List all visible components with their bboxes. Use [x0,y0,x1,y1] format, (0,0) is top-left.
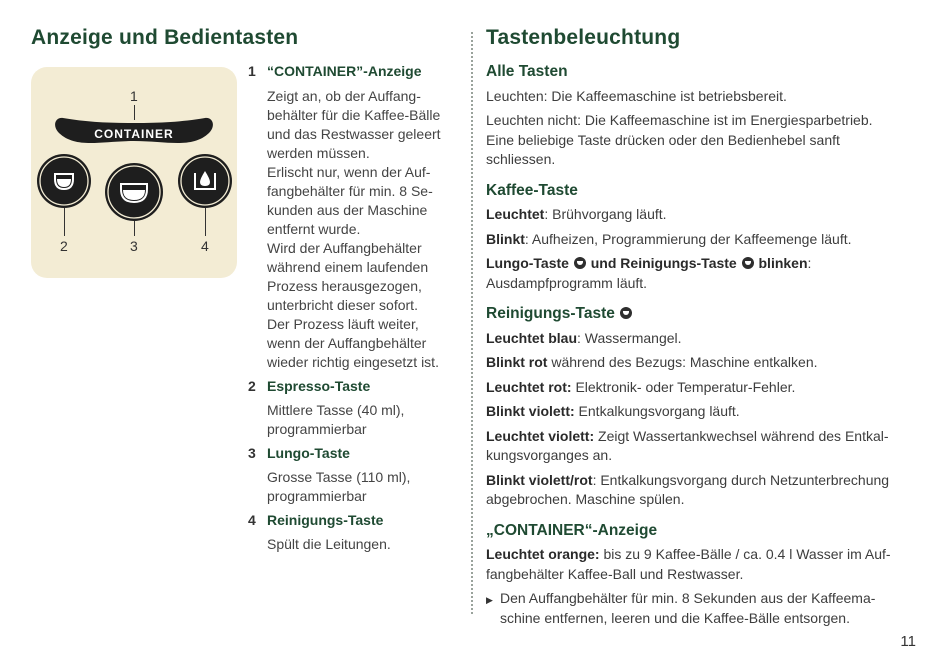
kaffee-ausdampf: Ausdampfprogramm läuft. [486,274,648,291]
leader-line-1 [134,105,135,120]
reinigung-violett-2: kungsvorganges an. [486,447,613,463]
item-number: 4 [248,512,256,528]
cleaning-icon [742,257,754,269]
status-label: Leuchtet violett: [486,427,595,444]
kaffee-blinkt [486,230,916,250]
cleaning-icon [620,307,632,319]
item-text-line: unterbricht dieser sofort. [267,297,418,313]
reinigung-violett-rot [486,471,916,491]
status-text: : Brühvorgang läuft. [544,206,667,222]
alle-leuchten-nicht-1: Leuchten nicht: Die Kaffeemaschine ist im Energiesparbetrieb. [486,112,873,128]
status-text: : [807,255,812,271]
reinigung-violett [486,427,916,447]
status-label: Leuchtet blau [486,329,578,346]
status-text: Entkalkungsvorgang läuft. [574,403,740,419]
item-text-line: Zeigt an, ob der Auffang- [267,88,421,104]
lighting-section [486,62,916,628]
item-text-line: programmierbar [267,488,367,504]
status-label: Blinkt [486,230,525,247]
reinigung-blinkt-rot [486,353,916,373]
item-text-line: Mittlere Tasse (40 ml), [267,402,405,418]
kaffee-leuchtet [486,205,916,225]
item-number: 3 [248,445,256,461]
item-text-line: werden müssen. [267,145,370,161]
callout-1: 1 [130,88,138,104]
status-label: und Reinigungs-Taste [590,255,737,271]
alle-leuchten: Leuchten: Die Kaffeemaschine ist betriebsbereit. [486,87,787,104]
leader-line-2 [64,208,65,236]
status-label: Leuchtet rot: [486,378,572,395]
list-item-lungo [248,444,458,506]
status-text: : Entkalkungsvorgang durch Netzunterbrechung [592,471,890,488]
heading-container-anzeige: „CONTAINER“-Anzeige [486,521,658,539]
container-orange [486,545,916,565]
control-panel-illustration [31,67,237,278]
reinigung-blau [486,329,916,349]
leader-line-4 [205,208,206,236]
item-text-line: und das Restwasser geleert [267,126,441,142]
item-text-line: entfernt wurde. [267,221,361,237]
bullet-text-line: schine entfernen, leeren und die Kaffee-Bälle entsorgen. [500,609,850,626]
reinigung-rot [486,378,916,398]
callout-2: 2 [60,238,68,254]
reinigung-blinkt-violett [486,402,916,422]
list-item-espresso [248,377,458,439]
section-title-anzeige: Anzeige und Bedientasten [31,26,299,49]
item-number: 2 [248,378,256,394]
reinigung-violett-rot-2: abgebrochen. Maschine spülen. [486,491,685,507]
alle-leuchten-nicht-3: schliessen. [486,151,556,167]
status-text: während des Bezugs: Maschine entkalken. [547,354,818,370]
item-text-line: kunden aus der Maschine [267,202,428,218]
item-text-line: Erlischt nur, wenn der Auf- [267,164,431,180]
item-text-line: Wird der Auffangbehälter [267,240,422,256]
bullet-text-line: Den Auffangbehälter für min. 8 Sekunden aus der Kaffeema- [500,590,876,606]
list-item-container [248,62,458,372]
item-label: Reinigungs-Taste [267,512,384,528]
status-label: Blinkt violett: [486,403,575,419]
section-title-tastenbeleuchtung: Tastenbeleuchtung [486,26,681,49]
item-label: Espresso-Taste [267,378,371,394]
status-label: Leuchtet orange: [486,546,600,562]
heading-alle-tasten: Alle Tasten [486,63,568,80]
item-label: Lungo-Taste [267,445,350,461]
instruction-bullet [486,589,916,628]
item-number: 1 [248,63,256,79]
item-text-line: während einem laufenden [267,259,429,275]
controls-list [248,62,458,554]
item-text-line: fangbehälter für min. 8 Se- [267,183,433,199]
status-text: Zeigt Wassertankwechsel während des Entkal- [594,427,889,444]
callout-4: 4 [201,238,209,254]
item-label: “CONTAINER”-Anzeige [267,63,422,79]
status-label: Blinkt violett/rot [486,471,593,488]
container-orange-2: fangbehälter Kaffee-Ball und Restwasser. [486,565,744,582]
leader-line-3 [134,221,135,236]
item-text-line: wieder richtig eingesetzt ist. [267,354,439,370]
item-text-line: programmierbar [267,421,367,437]
bullet-triangle-icon: ▶ [486,595,493,605]
item-text-line: Spült die Leitungen. [267,536,391,552]
item-text-line: Prozess herausgezogen, [267,278,422,294]
column-divider [471,32,473,614]
status-text: : Aufheizen, Programmierung der Kaffeemenge läuft. [524,230,852,247]
heading-kaffee-taste: Kaffee-Taste [486,181,578,199]
container-label: CONTAINER [94,127,174,141]
status-text: bis zu 9 Kaffee-Bälle / ca. 0.4 l Wasser im Auf- [599,546,891,562]
status-label: Leuchtet [486,206,545,222]
item-text-line: Der Prozess läuft weiter, [267,316,419,332]
status-label: Blinkt rot [486,354,548,370]
page-number: 11 [900,633,916,650]
status-label: Lungo-Taste [486,255,569,271]
status-text: Elektronik- oder Temperatur-Fehler. [571,378,796,395]
status-text: : Wassermangel. [577,329,682,346]
alle-leuchten-nicht-2: Eine beliebige Taste drücken oder den Bedienhebel sanft [486,131,840,148]
callout-3: 3 [130,238,138,254]
item-text-line: Grosse Tasse (110 ml), [267,469,411,485]
status-label: blinken [758,255,808,271]
list-item-reinigung [248,511,458,554]
kaffee-lungo-reinigung [486,254,916,274]
item-text-line: behälter für die Kaffee-Bälle [267,107,441,123]
item-text-line: wenn der Auffangbehälter [267,335,427,351]
heading-text: Reinigungs-Taste [486,305,615,322]
heading-reinigungs-taste [486,304,916,324]
lungo-icon [574,257,586,269]
